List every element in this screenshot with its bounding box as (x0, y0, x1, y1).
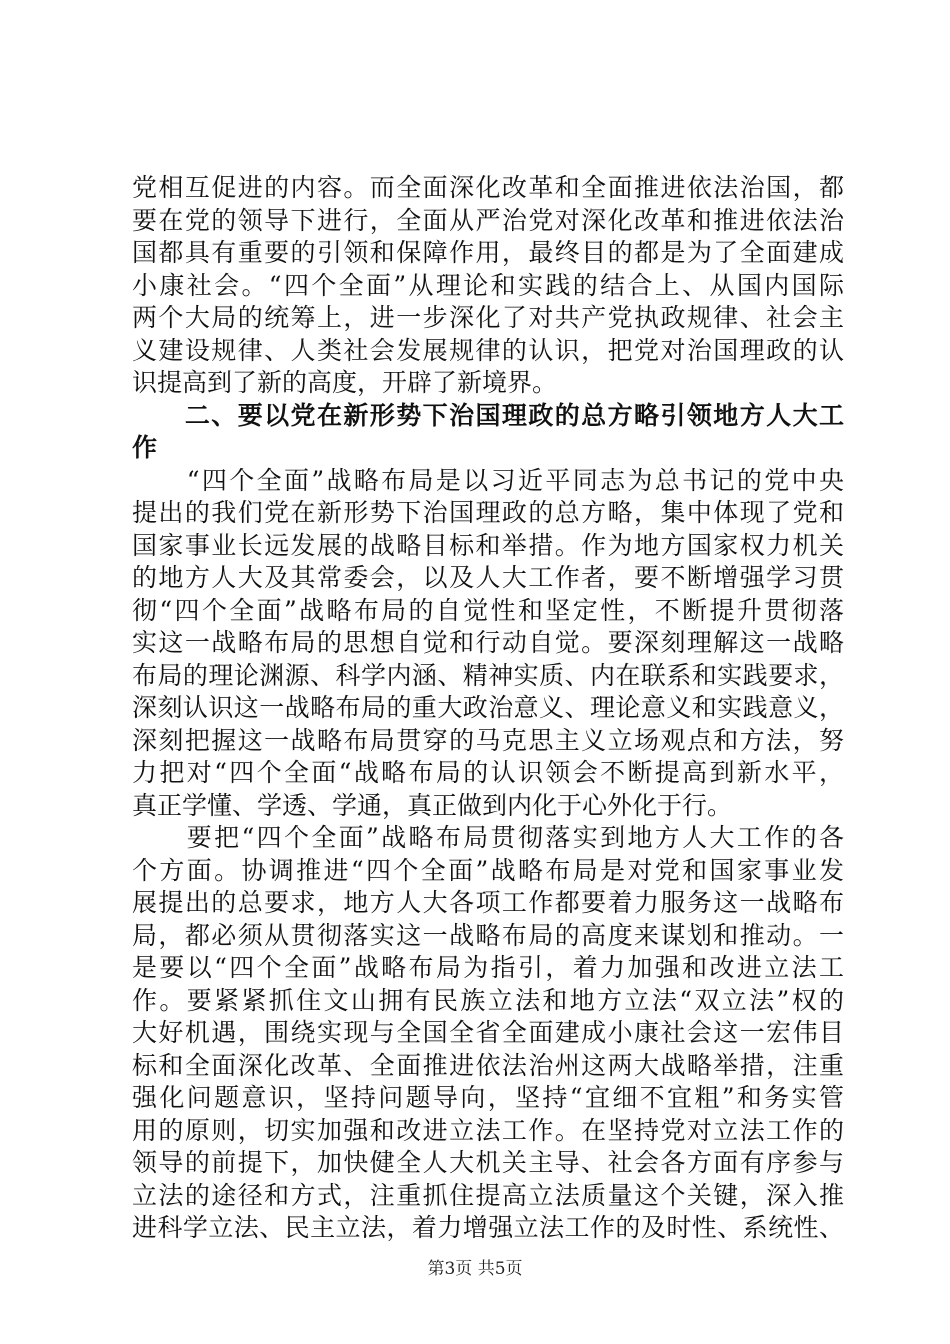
text-line: 强化问题意识，坚持问题导向，坚持“宜细不宜粗”和务实管 (132, 1083, 844, 1112)
text-line: 要在党的领导下进行，全面从严治党对深化改革和推进依法治 (132, 205, 844, 235)
text-line: 实这一战略布局的思想自觉和行动自觉。要深刻理解这一战略 (132, 628, 844, 657)
text-line: 国家事业长远发展的战略目标和举措。作为地方国家权力机关 (132, 530, 844, 560)
text-line: 用的原则，切实加强和改进立法工作。在坚持党对立法工作的 (132, 1115, 844, 1145)
section-heading-line: 二、要以党在新形势下治国理政的总方略引领地方人大工 (132, 400, 844, 430)
text-line: 领导的前提下，加快健全人大机关主导、社会各方面有序参与 (132, 1148, 844, 1177)
text-line: 深刻认识这一战略布局的重大政治意义、理论意义和实践意义， (132, 693, 844, 722)
text-line: 的地方人大及其常委会，以及人大工作者，要不断增强学习贯 (132, 563, 844, 592)
text-line: 个方面。协调推进“四个全面”战略布局是对党和国家事业发 (132, 855, 844, 885)
text-line: 国都具有重要的引领和保障作用，最终目的都是为了全面建成 (132, 238, 844, 267)
text-line: 作。要紧紧抓住文山拥有民族立法和地方立法“双立法”权的 (132, 985, 844, 1015)
text-line: 深刻把握这一战略布局贯穿的马克思主义立场观点和方法，努 (132, 725, 844, 755)
text-line: “四个全面”战略布局是以习近平同志为总书记的党中央 (132, 465, 844, 495)
text-line: 提出的我们党在新形势下治国理政的总方略，集中体现了党和 (132, 498, 844, 527)
text-line: 力把对“四个全面“战略布局的认识领会不断提高到新水平， (132, 758, 844, 787)
text-line: 义建设规律、人类社会发展规律的认识，把党对治国理政的认 (132, 335, 844, 365)
text-line: 进科学立法、民主立法，着力增强立法工作的及时性、系统性、 (132, 1213, 844, 1242)
text-line: 展提出的总要求，地方人大各项工作都要着力服务这一战略布 (132, 888, 844, 917)
text-line: 彻“四个全面”战略布局的自觉性和坚定性，不断提升贯彻落 (132, 595, 844, 625)
text-line: 小康社会。“四个全面”从理论和实践的结合上、从国内国际 (132, 270, 844, 300)
text-line: 两个大局的统筹上，进一步深化了对共产党执政规律、社会主 (132, 303, 844, 332)
text-line: 局，都必须从贯彻落实这一战略布局的高度来谋划和推动。一 (132, 920, 844, 950)
text-line: 大好机遇，围绕实现与全国全省全面建成小康社会这一宏伟目 (132, 1018, 844, 1047)
text-line: 是要以“四个全面”战略布局为指引，着力加强和改进立法工 (132, 953, 844, 982)
text-line: 标和全面深化改革、全面推进依法治州这两大战略举措，注重 (132, 1050, 844, 1080)
section-heading-line: 作 (132, 433, 158, 462)
text-line: 要把“四个全面”战略布局贯彻落实到地方人大工作的各 (132, 823, 844, 852)
text-line: 真正学懂、学透、学通，真正做到内化于心外化于行。 (132, 790, 733, 820)
page-footer: 第3页 共5页 (427, 1259, 523, 1279)
text-line: 立法的途径和方式，注重抓住提高立法质量这个关键，深入推 (132, 1180, 844, 1210)
text-line: 识提高到了新的高度，开辟了新境界。 (132, 368, 558, 397)
text-line: 布局的理论渊源、科学内涵、精神实质、内在联系和实践要求， (132, 660, 844, 690)
text-line: 党相互促进的内容。而全面深化改革和全面推进依法治国，都 (132, 173, 844, 202)
document-body (132, 172, 844, 1245)
